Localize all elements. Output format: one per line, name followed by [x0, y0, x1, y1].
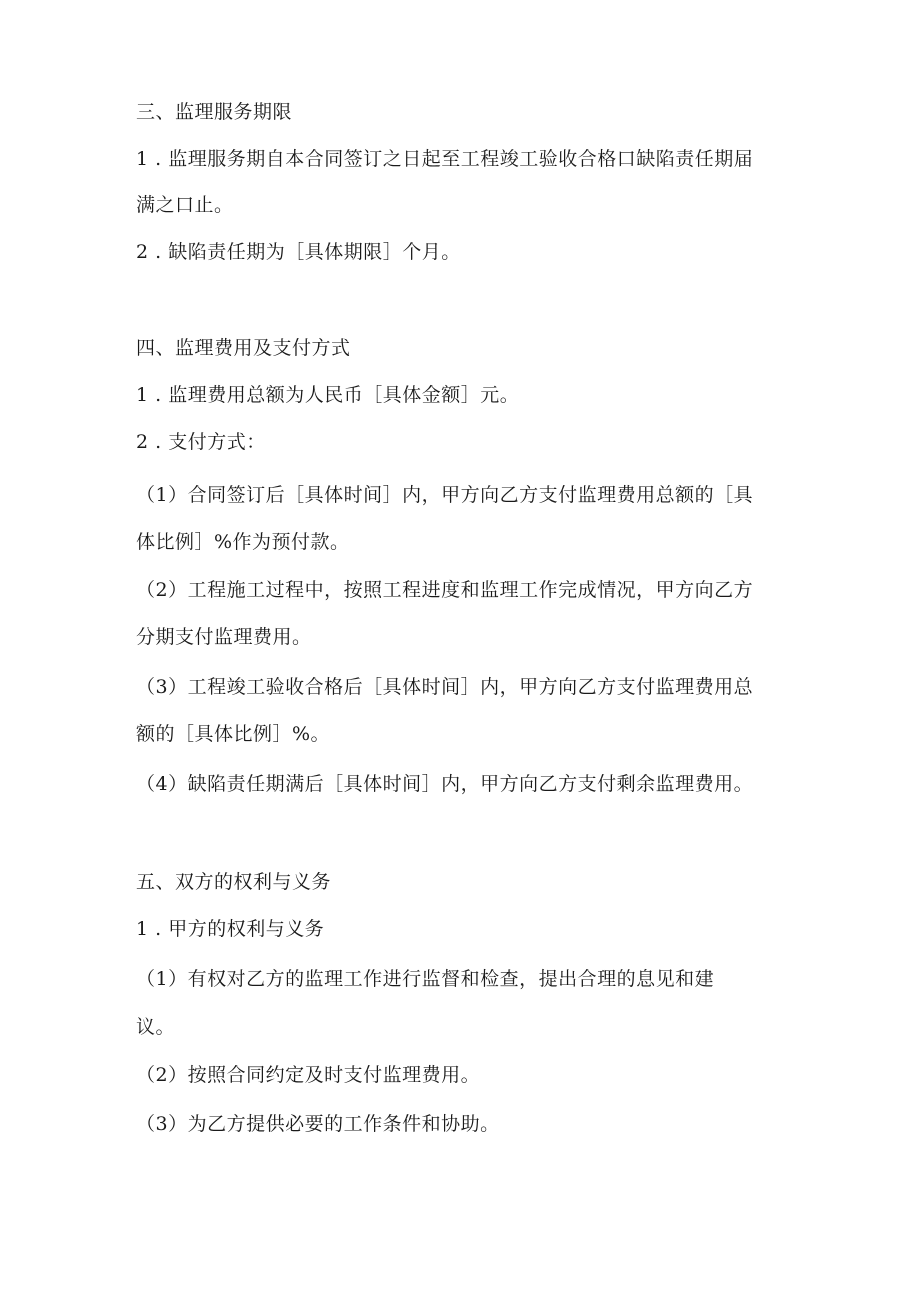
- section-heading: 四、监理费用及支付方式: [136, 337, 351, 359]
- paragraph-line: 2 . 缺陷责任期为［具体期限］个月。: [136, 241, 461, 263]
- paragraph-line: （1）合同签订后［具体时间］内，甲方向乙方支付监理费用总额的［具: [136, 484, 754, 506]
- paragraph-line: 分期支付监理费用。: [136, 626, 312, 648]
- paragraph-line: 满之口止。: [136, 194, 234, 216]
- section-heading: 五、双方的权利与义务: [136, 871, 332, 893]
- paragraph-line: （2）按照合同约定及时支付监理费用。: [136, 1064, 481, 1086]
- paragraph-line: （1）有权对乙方的监理工作进行监督和检查，提出合理的息见和建: [136, 968, 715, 990]
- paragraph-line: 2 . 支付方式：: [136, 431, 266, 453]
- paragraph-line: （4）缺陷责任期满后［具体时间］内，甲方向乙方支付剩余监理费用。: [136, 773, 754, 795]
- section-heading: 三、监理服务期限: [136, 101, 293, 123]
- paragraph-line: 1 . 监理服务期自本合同签订之日起至工程竣工验收合格口缺陷责任期届: [136, 148, 754, 170]
- paragraph-line: 议。: [136, 1016, 176, 1038]
- paragraph-line: （2）工程施工过程中，按照工程进度和监理工作完成情况，甲方向乙方: [136, 579, 754, 601]
- paragraph-line: 额的［具体比例］%。: [136, 723, 331, 745]
- paragraph-line: （3）为乙方提供必要的工作条件和协助。: [136, 1113, 500, 1135]
- paragraph-line: 1 . 甲方的权利与义务: [136, 918, 325, 940]
- paragraph-line: 1 . 监理费用总额为人民币［具体金额］元。: [136, 384, 520, 406]
- paragraph-line: （3）工程竣工验收合格后［具体时间］内，甲方向乙方支付监理费用总: [136, 676, 754, 698]
- paragraph-line: 体比例］%作为预付款。: [136, 531, 350, 553]
